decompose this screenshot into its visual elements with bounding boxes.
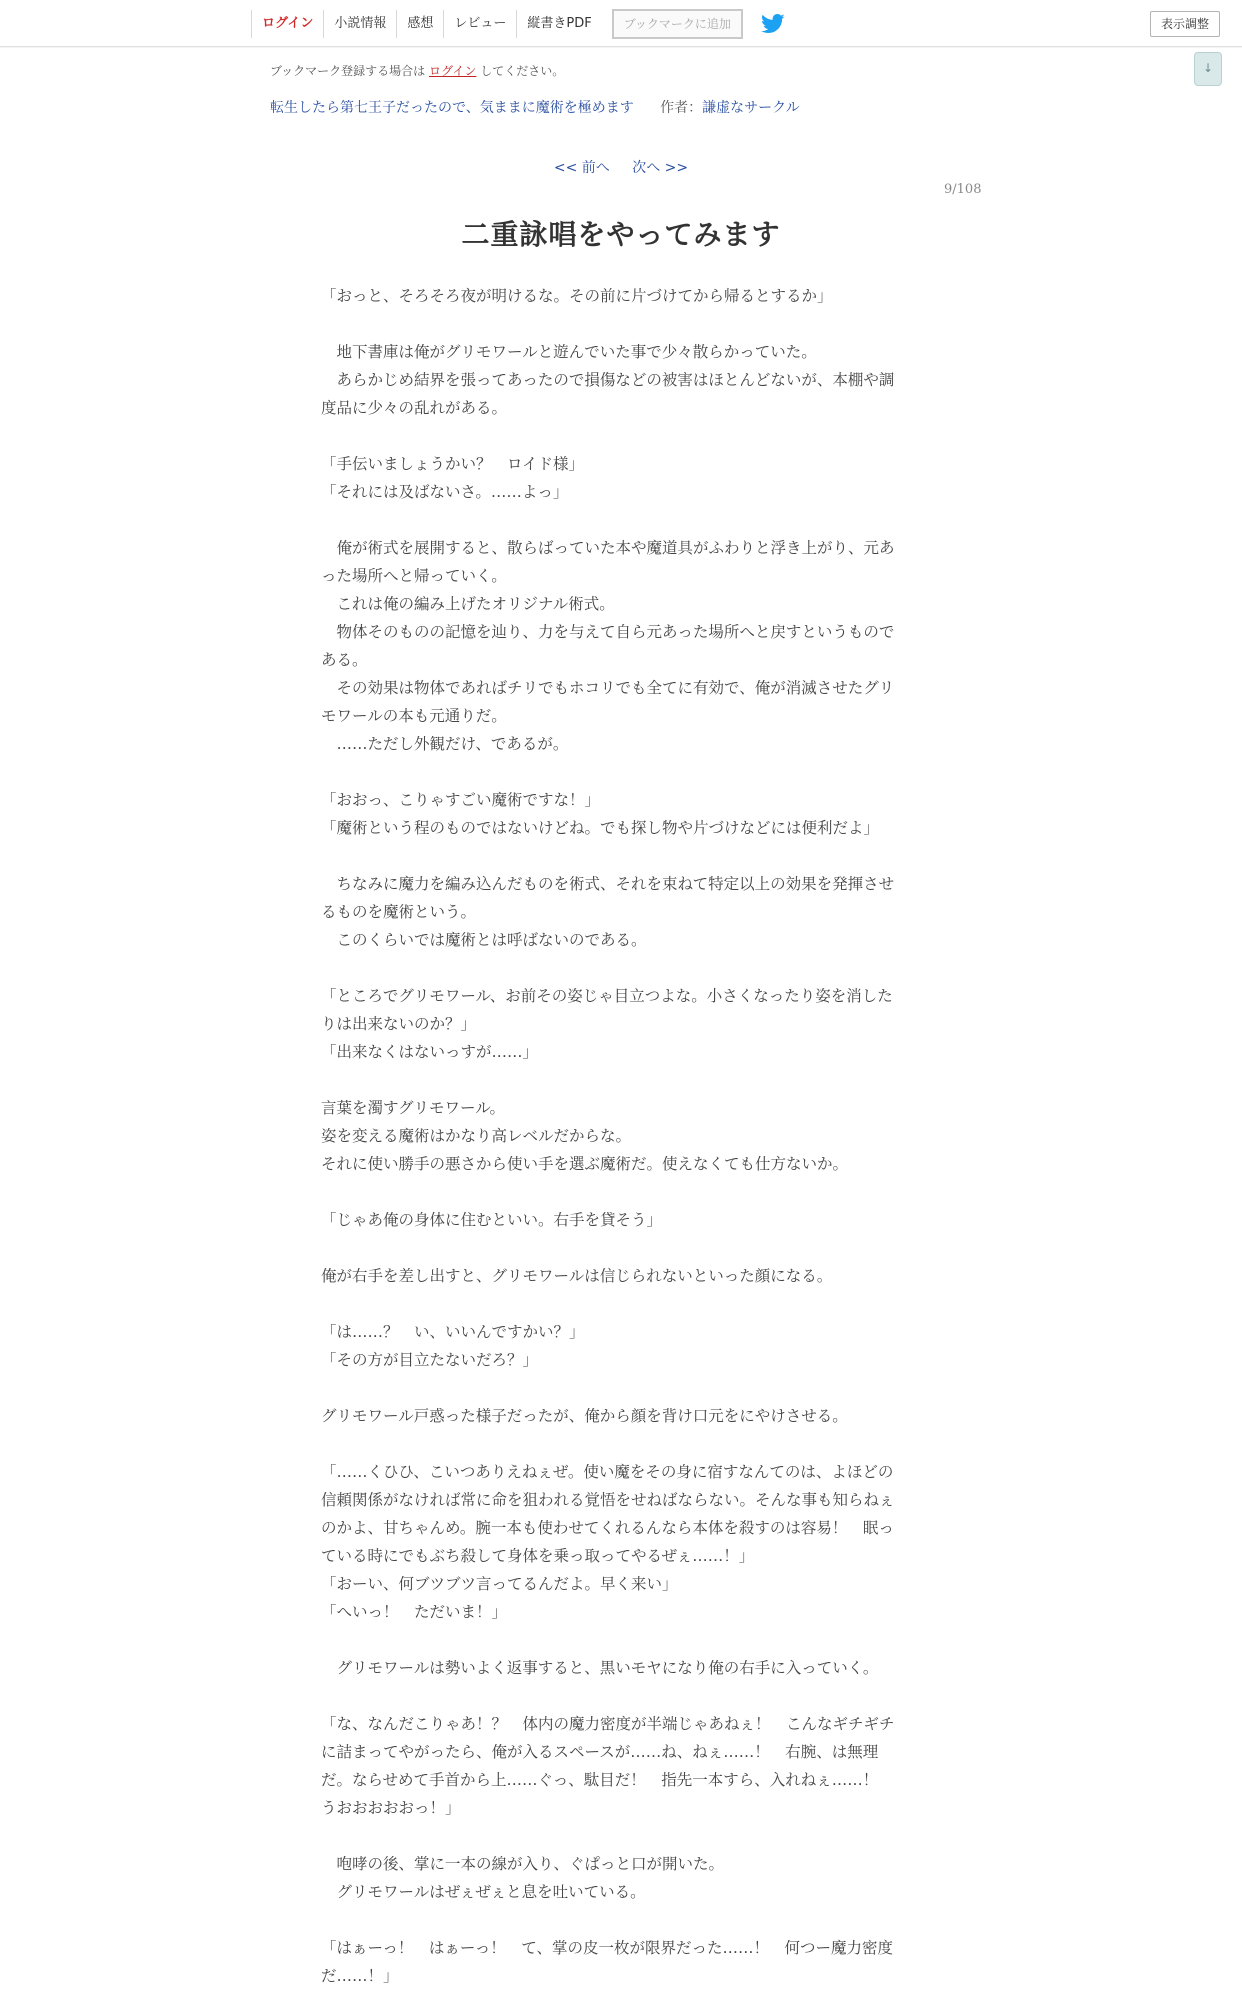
body-line: このくらいでは魔術とは呼ばないのである。	[321, 931, 647, 949]
body-line	[321, 954, 916, 982]
login-link[interactable]: ログイン	[429, 64, 477, 78]
body-line	[321, 1374, 916, 1402]
body-line: 俺が右手を差し出すと、グリモワールは信じられないといった顔になる。	[321, 1267, 833, 1285]
page-counter: 9/108	[944, 182, 982, 197]
body-line: 「ところでグリモワール、お前その姿じゃ目立つよな。小さくなったり姿を消した	[321, 987, 893, 1005]
body-line	[321, 422, 916, 450]
prev-chapter-link[interactable]: << 前へ	[553, 160, 610, 176]
body-line: 俺が術式を展開すると、散らばっていた本や魔道具がふわりと浮き上がり、元あ	[321, 539, 895, 557]
body-line: うおおおおおっ！」	[321, 1799, 461, 1817]
body-line	[321, 1822, 916, 1850]
body-line: あらかじめ結界を張ってあったので損傷などの被害はほとんどないが、本棚や調	[321, 371, 895, 389]
body-line: だ。ならせめて手首から上……ぐっ、駄目だ！ 指先一本すら、入れねぇ……！	[321, 1771, 879, 1789]
body-line: りは出来ないのか？」	[321, 1015, 477, 1033]
body-line	[321, 1290, 916, 1318]
body-line: だ……！」	[321, 1967, 399, 1985]
top-header	[0, 0, 1242, 48]
nav-vertical-pdf[interactable]: 縦書きPDF	[516, 10, 601, 38]
nav-login[interactable]: ログイン	[251, 10, 323, 38]
body-line: その効果は物体であればチリでもホコリでも全てに有効で、俺が消滅させたグリ	[321, 679, 895, 697]
nav-review[interactable]: レビュー	[443, 10, 516, 38]
chapter-title: 二重詠唱をやってみます	[461, 218, 781, 251]
body-line: 「その方が目立たないだろ？」	[321, 1351, 539, 1369]
body-line: 「はぁーっ！ はぁーっ！ て、掌の皮一枚が限界だった……！ 何つー魔力密度	[321, 1939, 893, 1957]
body-line: 姿を変える魔術はかなり高レベルだからな。	[321, 1127, 632, 1145]
body-line: のかよ、甘ちゃんめ。腕一本も使わせてくれるんなら本体を殺すのは容易！ 眠っ	[321, 1519, 894, 1537]
body-line: るものを魔術という。	[321, 903, 477, 921]
body-line	[321, 1066, 916, 1094]
body-line: 「魔術という程のものではないけどね。でも探し物や片づけなどには便利だよ」	[321, 819, 880, 837]
login-note-prefix: ブックマーク登録する場合は	[270, 64, 426, 78]
body-line: 「おーい、何ブツブツ言ってるんだよ。早く来い」	[321, 1575, 678, 1593]
nav-novel-info[interactable]: 小説情報	[323, 10, 396, 38]
body-line: ちなみに魔力を編み込んだものを術式、それを束ねて特定以上の効果を発揮させ	[321, 875, 895, 893]
twitter-icon[interactable]	[761, 13, 787, 35]
body-line	[321, 310, 916, 338]
display-settings-button[interactable]: 表示調整	[1150, 11, 1220, 37]
body-line: それに使い勝手の悪さから使い手を選ぶ魔術だ。使えなくても仕方ないか。	[321, 1155, 849, 1173]
body-line	[321, 1430, 916, 1458]
chapter-body	[321, 282, 916, 1990]
body-line: 「じゃあ俺の身体に住むといい。右手を貸そう」	[321, 1211, 663, 1229]
body-line	[321, 506, 916, 534]
body-line	[321, 1626, 916, 1654]
body-line: 「おおっ、こりゃすごい魔術ですな！」	[321, 791, 601, 809]
header-nav	[251, 10, 787, 38]
body-line: 度品に少々の乱れがある。	[321, 399, 508, 417]
body-line	[321, 1682, 916, 1710]
body-line	[321, 1234, 916, 1262]
body-line: ている時にでもぶち殺して身体を乗っ取ってやるぜぇ……！」	[321, 1547, 755, 1565]
body-line: グリモワールはぜぇぜぇと息を吐いている。	[321, 1883, 646, 1901]
body-line: ある。	[321, 651, 368, 669]
body-line: これは俺の編み上げたオリジナル術式。	[321, 595, 615, 613]
body-line: 「出来なくはないっすが……」	[321, 1043, 539, 1061]
novel-title-link[interactable]: 転生したら第七王子だったので、気ままに魔術を極めます	[270, 100, 634, 116]
login-note-suffix: してください。	[480, 64, 565, 78]
add-bookmark-button[interactable]: ブックマークに追加	[612, 9, 743, 39]
body-line: 「……くひひ、こいつありえねぇぜ。使い魔をその身に宿すなんてのは、よほどの	[321, 1463, 894, 1481]
body-line	[321, 1178, 916, 1206]
body-line	[321, 758, 916, 786]
body-line: 物体そのものの記憶を辿り、力を与えて自ら元あった場所へと戻すというもので	[321, 623, 895, 641]
body-line	[321, 842, 916, 870]
author-link[interactable]: 謙虚なサークル	[702, 100, 800, 116]
body-line: 「手伝いましょうかい？ ロイド様」	[321, 455, 585, 473]
body-line: 地下書庫は俺がグリモワールと遊んでいた事で少々散らかっていた。	[321, 343, 817, 361]
next-chapter-link[interactable]: 次へ >>	[632, 160, 689, 176]
body-line: 「おっと、そろそろ夜が明けるな。その前に片づけてから帰るとするか」	[321, 287, 833, 305]
body-line: ……ただし外観だけ、であるが。	[321, 735, 569, 753]
body-line: 言葉を濁すグリモワール。	[321, 1099, 505, 1117]
body-line: 「は……？ い、いいんですかい？」	[321, 1323, 585, 1341]
body-line	[321, 1906, 916, 1934]
body-line: 信頼関係がなければ常に命を狙われる覚悟をせねばならない。そんな事も知らねぇ	[321, 1491, 895, 1509]
body-line: 「それには及ばないさ。……よっ」	[321, 483, 569, 501]
chapter-pager	[0, 157, 1242, 177]
body-line: グリモワールは勢いよく返事すると、黒いモヤになり俺の右手に入っていく。	[321, 1659, 879, 1677]
body-line: モワールの本も元通りだ。	[321, 707, 507, 725]
scroll-down-button[interactable]: ↓	[1194, 52, 1222, 86]
body-line: 咆哮の後、掌に一本の線が入り、ぐぱっと口が開いた。	[321, 1855, 725, 1873]
novel-info-line	[270, 97, 800, 117]
author-label: 作者：	[660, 100, 703, 116]
login-note	[270, 62, 564, 79]
body-line: に詰まってやがったら、俺が入るスペースが……ね、ねぇ……！ 右腕、は無理	[321, 1743, 879, 1761]
body-line: った場所へと帰っていく。	[321, 567, 507, 585]
body-line: グリモワール戸惑った様子だったが、俺から顔を背け口元をにやけさせる。	[321, 1407, 848, 1425]
body-line: 「へいっ！ ただいま！」	[321, 1603, 508, 1621]
body-line: 「な、なんだこりゃあ！？ 体内の魔力密度が半端じゃあねぇ！ こんなギチギチ	[321, 1715, 895, 1733]
nav-impressions[interactable]: 感想	[396, 10, 443, 38]
